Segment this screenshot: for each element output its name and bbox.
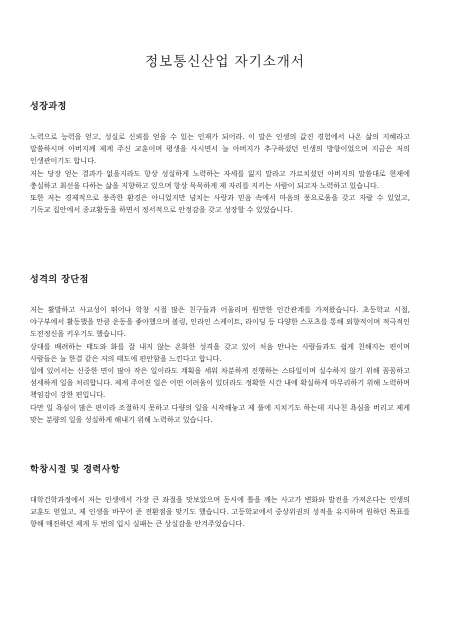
paragraph: 상대를 배려하는 태도와 화를 잘 내지 않는 온화한 성격을 갖고 있어 처음 만나는 사람들과도 쉽게 친해지는 편이며 사람들은 늘 한결 같은 저의 태도에 편안함을 느낀다고 합니다. — [30, 341, 410, 363]
paragraph: 노력으로 능력을 얻고, 성실로 신뢰를 얻을 수 있는 인재가 되어라. 이 말은 인생의 값진 경험에서 나온 삶의 지혜라고 말씀하시며 아버지께 제게 주신 교훈이며 평생을 사시면서 늘 아버지가 추구하셨던 인생의 방향이었으며 지금은 저의 인생관이기도 합니다. — [30, 132, 410, 166]
section-personality — [30, 272, 410, 426]
paragraph: 다만 일 욕심이 많은 편이라 조절하지 못하고 다량의 일을 시작해놓고 제 풀에 지치기도 하는데 지나친 욕심을 버리고 제게 맞는 분량의 일을 성실하게 해내기 위해 노력하고 있습니다. — [30, 402, 410, 424]
paragraph: 저는 활발하고 사교성이 뛰어나 학창 시절 많은 친구들과 어울리며 원만한 인간관계를 가져왔습니다. 초등학교 시절, 야구부에서 활동했을 만큼 운동을 좋아했으며 볼링, 인라인 스케이트, 라이딩 등 다양한 스포츠를 통해 외향적이며 적극적인 도전정신을 키우기도 했습니다. — [30, 305, 410, 339]
section-heading: 성장과정 — [30, 102, 67, 112]
paragraph: 저는 당장 얻는 결과가 없을지라도 항상 성실하게 노력하는 자세를 잃지 말라고 가르치셨던 아버지의 말씀대로 현재에 충실하고 최선을 다하는 삶을 지향하고 있으며 항상 묵묵하게 제 자리를 지키는 사람이 되고자 노력하고 있습니다. — [30, 168, 410, 190]
section-growth — [30, 99, 410, 216]
document-title: 정보통신산업 자기소개서 — [145, 54, 305, 70]
section-heading: 성격의 장단점 — [30, 275, 89, 285]
paragraph: 일에 있어서는 신중한 면이 많아 작은 일이라도 계획을 세워 차분하게 진행하는 스타일이며 실수하지 않기 위해 꼼꼼하고 섬세하게 일을 처리합니다. 제게 주어진 일은 어떤 어려움이 있더라도 정확한 시간 내에 확실하게 마무리하기 위해 노력하며 책임감이 강한 편입니다. — [30, 366, 410, 400]
paragraph: 대학건학과정에서 저는 인생에서 가장 큰 좌절을 맛보았으며 동시에 틀을 깨는 사고가 변화와 발전을 가져온다는 인생의 교훈도 얻었고, 제 인생을 바꾸어 준 전환점을 맞기도 했습니다. 고등학교에서 중상위권의 성적을 유지하며 원하던 목표를 향해 매진하던 제게 두 번의 입시 실패는 큰 상실감을 안겨주었습니다. — [30, 495, 410, 529]
paragraph: 또한 저는 경제적으로 풍족한 환경은 아니었지만 넘치는 사랑과 믿음 속에서 마음의 풍요로움을 갖고 자랄 수 있었고, 기독교 집안에서 종교활동을 하면서 정서적으로 안정감을 갖고 성장할 수 있었습니다. — [30, 193, 410, 215]
section-heading: 학창시절 및 경력사항 — [30, 465, 121, 475]
section-school-career — [30, 462, 410, 531]
